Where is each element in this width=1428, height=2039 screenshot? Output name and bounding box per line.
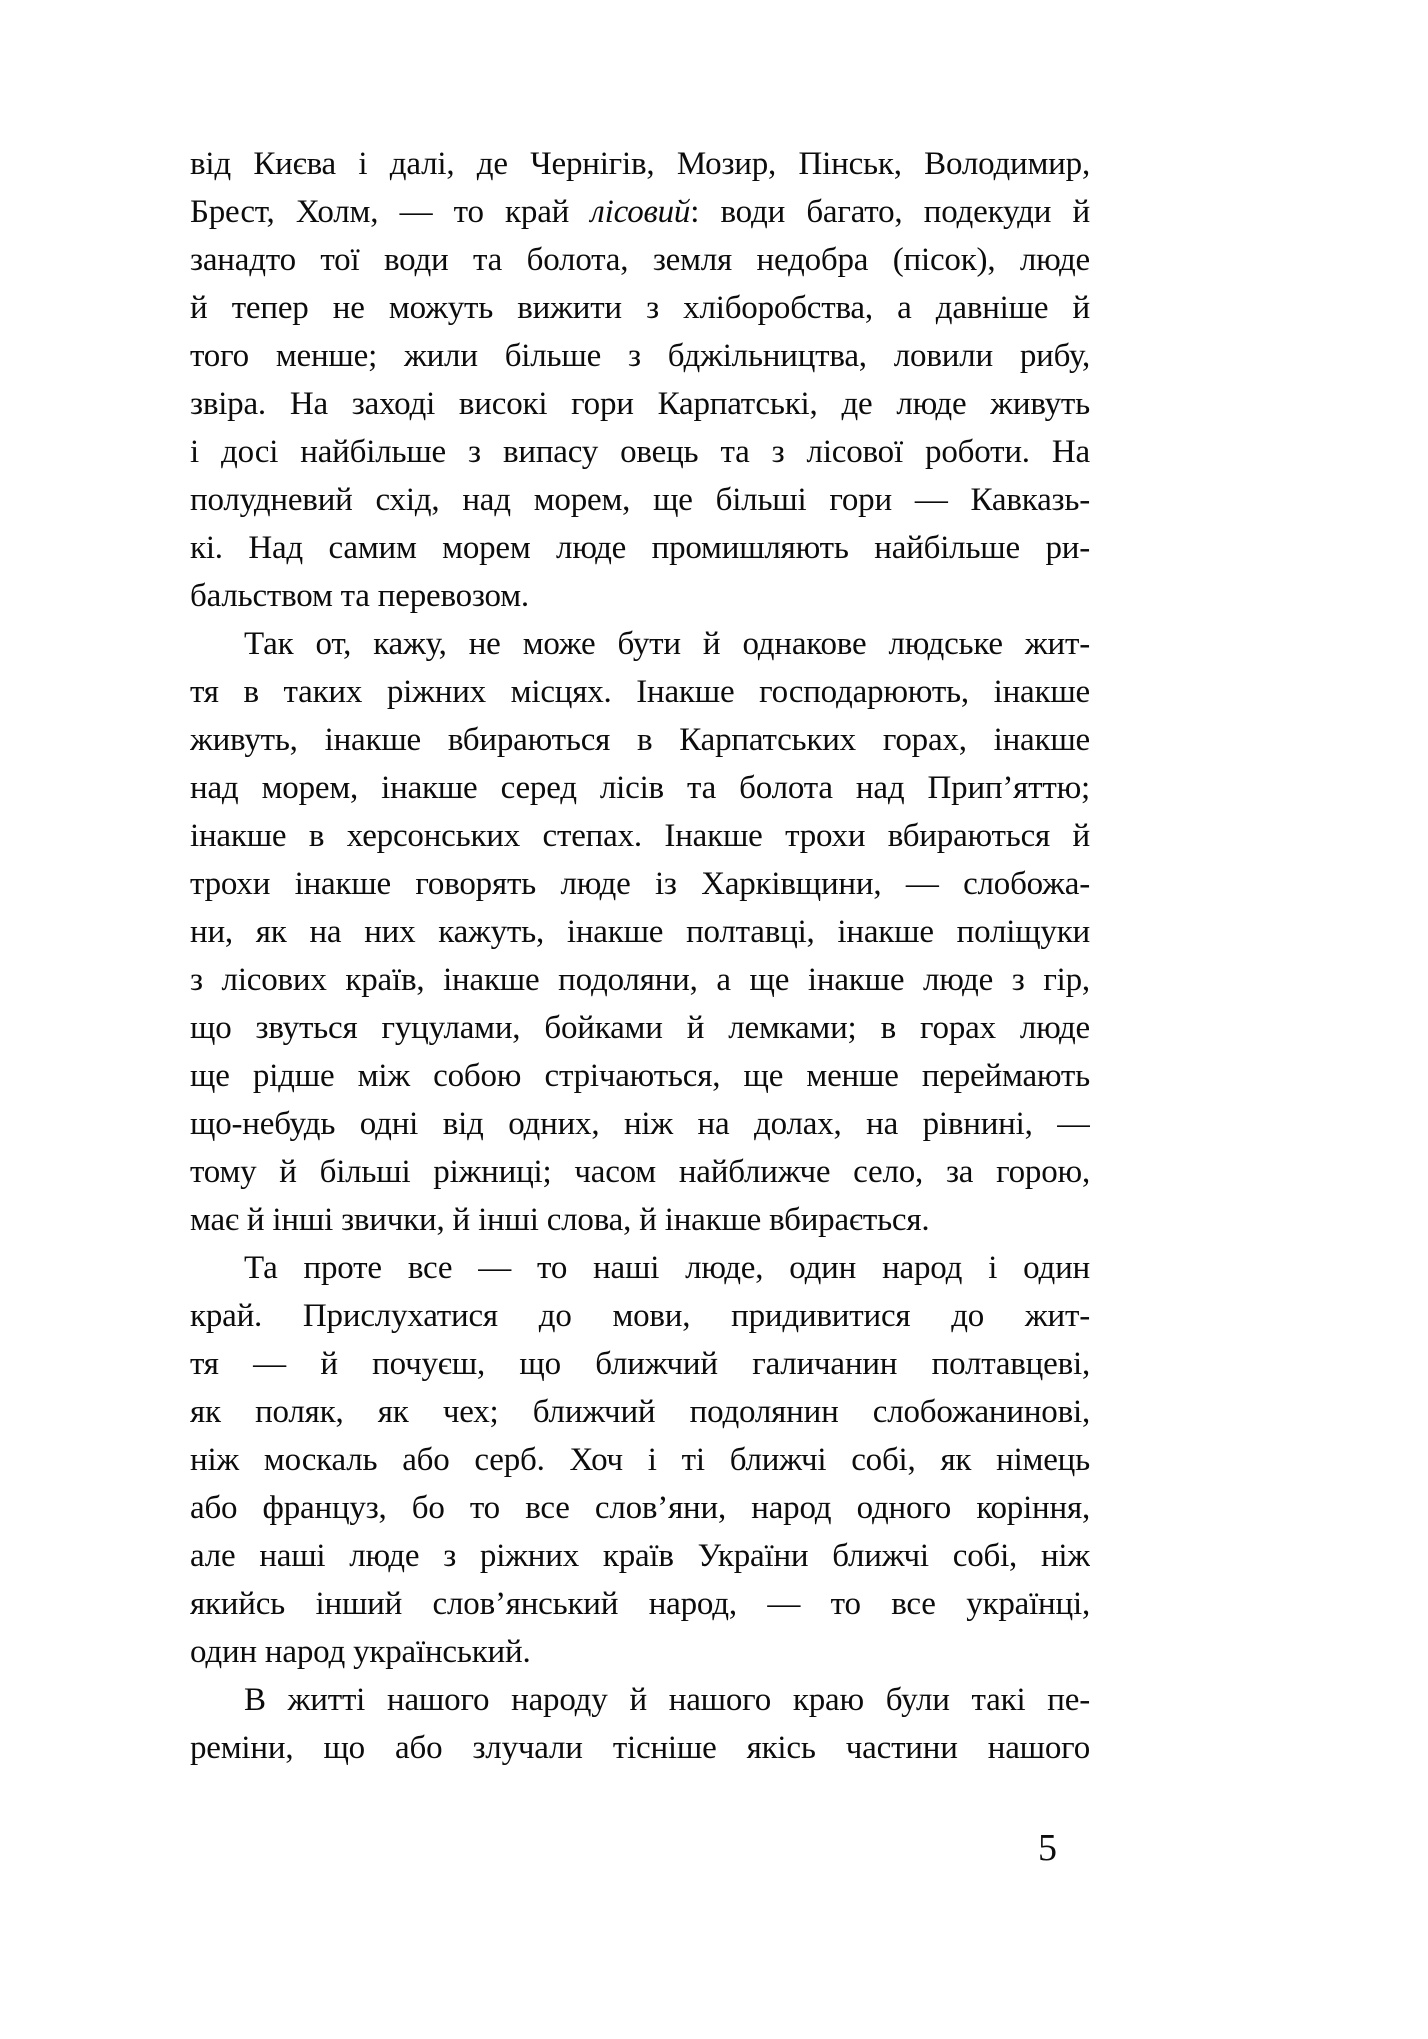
- text-line: реміни, що або злучали тісніше якісь частини нашого: [190, 1730, 1090, 1766]
- text-line: звіра. На заході високі гори Карпатські, де люде живуть: [190, 386, 1090, 422]
- text-line: або француз, бо то все слов’яни, народ одного коріння,: [190, 1490, 1090, 1526]
- text-line: й тепер не можуть вижити з хліборобства, а давніше й: [190, 290, 1090, 326]
- text-line: тому й більші ріжниці; часом найближче село, за горою,: [190, 1154, 1090, 1190]
- text-line: полудневий схід, над морем, ще більші гори — Кавказь-: [190, 482, 1090, 518]
- text-line: трохи інакше говорять люде із Харківщини, — слобожа-: [190, 866, 1090, 902]
- paragraph: [190, 1676, 1090, 1772]
- text-line: Так от, кажу, не може бути й однакове людське жит-: [244, 626, 1090, 662]
- text-line: тя — й почуєш, що ближчий галичанин полтавцеві,: [190, 1346, 1090, 1382]
- text-line: бальством та перевозом.: [190, 578, 529, 614]
- text-line: ще рідше між собою стрічаються, ще менше переймають: [190, 1058, 1090, 1094]
- text-line: що-небудь одні від одних, ніж на долах, на рівнині, —: [190, 1106, 1090, 1142]
- text-line: В житті нашого народу й нашого краю були такі пе-: [244, 1682, 1090, 1718]
- text-line: [190, 188, 1090, 236]
- text-line: Та проте все — то наші люде, один народ і один: [244, 1250, 1090, 1286]
- text-line: того менше; жили більше з бджільництва, ловили рибу,: [190, 338, 1090, 374]
- text-line: але наші люде з ріжних країв України ближчі собі, ніж: [190, 1538, 1090, 1574]
- text-line: якийсь інший слов’янський народ, — то все українці,: [190, 1586, 1090, 1622]
- text-segment: Брест, Холм, — то край: [190, 194, 591, 230]
- text-line: що звуться гуцулами, бойками й лемками; в горах люде: [190, 1010, 1090, 1046]
- text-line: тя в таких ріжних місцях. Інакше господарюють, інакше: [190, 674, 1090, 710]
- text-line: з лісових країв, інакше подоляни, а ще інакше люде з гір,: [190, 962, 1090, 998]
- paragraph: [190, 620, 1090, 1244]
- text-line: ни, як на них кажуть, інакше полтавці, інакше поліщуки: [190, 914, 1090, 950]
- text-line: як поляк, як чех; ближчий подолянин слобожанинові,: [190, 1394, 1090, 1430]
- text-line: ніж москаль або серб. Хоч і ті ближчі собі, як німець: [190, 1442, 1090, 1478]
- text-line: інакше в херсонських степах. Інакше трохи вбираються й: [190, 818, 1090, 854]
- text-line: кі. Над самим морем люде промишляють найбільше ри-: [190, 530, 1090, 566]
- text-line: і досі найбільше з випасу овець та з лісової роботи. На: [190, 434, 1090, 470]
- text-segment: : води багато, подекуди й: [690, 194, 1090, 230]
- paragraph: [190, 1244, 1090, 1676]
- text-line: один народ український.: [190, 1634, 531, 1670]
- page-number: 5: [1038, 1827, 1057, 1869]
- text-line: живуть, інакше вбираються в Карпатських горах, інакше: [190, 722, 1090, 758]
- text-line: над морем, інакше серед лісів та болота над Прип’яттю;: [190, 770, 1090, 806]
- body-text: [190, 140, 1090, 1772]
- italic-term: лісовий: [590, 194, 691, 230]
- text-line: від Києва і далі, де Чернігів, Мозир, Пінськ, Володимир,: [190, 146, 1090, 182]
- text-line: має й інші звички, й інші слова, й інакше вбирається.: [190, 1202, 930, 1238]
- text-line: край. Прислухатися до мови, придивитися до жит-: [190, 1298, 1090, 1334]
- text-line: занадто тої води та болота, земля недобра (пісок), люде: [190, 242, 1090, 278]
- paragraph: [190, 140, 1090, 620]
